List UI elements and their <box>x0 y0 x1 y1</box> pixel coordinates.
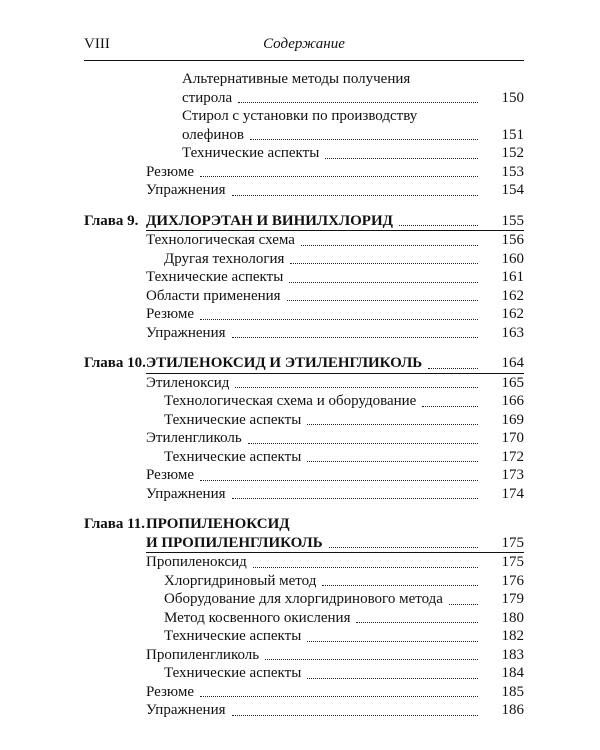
toc-entry-title: Стирол с установки по производству <box>182 107 421 126</box>
page-ref: 164 <box>484 354 524 373</box>
page-ref: 176 <box>484 572 524 591</box>
dot-leader <box>250 139 478 140</box>
dot-leader <box>253 567 478 568</box>
page-header <box>84 34 524 61</box>
chapter-title-line <box>84 515 524 534</box>
toc-entry-line <box>84 466 524 485</box>
toc-entry <box>84 287 524 306</box>
toc-entry-line <box>84 163 524 182</box>
toc-entry-line <box>84 485 524 504</box>
toc-entry <box>84 324 524 343</box>
dot-leader <box>307 461 478 462</box>
dot-leader <box>307 678 478 679</box>
dot-leader <box>200 319 478 320</box>
toc-block <box>84 70 524 200</box>
toc-entry <box>84 268 524 287</box>
toc-entry-line <box>84 683 524 702</box>
dot-leader <box>238 102 478 103</box>
dot-leader <box>265 659 478 660</box>
chapter-title-line <box>84 534 524 553</box>
toc-entry-line <box>84 664 524 683</box>
page-ref: 185 <box>484 683 524 702</box>
toc-entry-line <box>84 572 524 591</box>
toc-entry <box>84 609 524 628</box>
toc-entry-line <box>84 324 524 343</box>
dot-leader <box>290 263 478 264</box>
toc-entry-title: Пропиленгликоль <box>146 646 263 665</box>
toc-entry <box>84 553 524 572</box>
page-ref: 184 <box>484 664 524 683</box>
toc-entry-title: Технологическая схема <box>146 231 299 250</box>
toc-entry-title: Оборудование для хлоргидринового метода <box>164 590 447 609</box>
page-ref: 182 <box>484 627 524 646</box>
toc-entry-title: Технические аспекты <box>164 627 305 646</box>
toc-entry <box>84 448 524 467</box>
page-ref: 151 <box>484 126 524 145</box>
chapter-title: ПРОПИЛЕНОКСИД <box>146 515 294 534</box>
dot-leader <box>356 622 478 623</box>
page-ref: 170 <box>484 429 524 448</box>
toc-entry-title: Технические аспекты <box>164 411 305 430</box>
page-ref: 160 <box>484 250 524 269</box>
toc-entry-title: Технические аспекты <box>146 268 287 287</box>
toc-entry-line <box>84 70 524 89</box>
dot-leader <box>248 443 478 444</box>
toc-entry-title: Резюме <box>146 683 198 702</box>
toc-entry-title: Упражнения <box>146 485 230 504</box>
page-number: VIII <box>84 36 110 52</box>
toc-entry-title: Упражнения <box>146 701 230 720</box>
dot-leader <box>399 225 478 226</box>
toc-entry-title: Резюме <box>146 163 198 182</box>
toc-block <box>84 515 524 720</box>
dot-leader <box>287 300 478 301</box>
page-ref: 175 <box>484 553 524 572</box>
toc-entry-line <box>84 89 524 108</box>
page-ref: 172 <box>484 448 524 467</box>
toc-entry <box>84 70 524 107</box>
page-ref: 163 <box>484 324 524 343</box>
chapter-title: ЭТИЛЕНОКСИД И ЭТИЛЕНГЛИКОЛЬ <box>146 354 426 373</box>
dot-leader <box>232 195 479 196</box>
toc-entry <box>84 107 524 144</box>
toc-entry-line <box>84 448 524 467</box>
toc-entry-line <box>84 126 524 145</box>
toc-entry-title: Технические аспекты <box>182 144 323 163</box>
toc-block <box>84 212 524 343</box>
page-ref: 150 <box>484 89 524 108</box>
chapter-label: Глава 10. <box>84 355 146 371</box>
toc-entry-title: олефинов <box>182 126 248 145</box>
page-ref: 161 <box>484 268 524 287</box>
page-ref: 162 <box>484 305 524 324</box>
toc-entry <box>84 144 524 163</box>
dot-leader <box>200 480 478 481</box>
dot-leader <box>428 368 478 369</box>
toc-entry-title: Метод косвенного окисления <box>164 609 354 628</box>
toc-entry-title: Резюме <box>146 466 198 485</box>
toc-entry <box>84 701 524 720</box>
page-ref: 165 <box>484 374 524 393</box>
toc-entry-line <box>84 646 524 665</box>
toc-entry-title: стирола <box>182 89 236 108</box>
toc-entry-line <box>84 701 524 720</box>
toc-entry-title: Области применения <box>146 287 285 306</box>
toc-entry <box>84 411 524 430</box>
toc-entry <box>84 392 524 411</box>
toc-entry <box>84 250 524 269</box>
dot-leader <box>329 547 478 548</box>
dot-leader <box>235 387 478 388</box>
toc-entry <box>84 466 524 485</box>
dot-leader <box>301 245 478 246</box>
toc-entry-title: Пропиленоксид <box>146 553 251 572</box>
toc-entry-line <box>84 429 524 448</box>
table-of-contents <box>84 70 524 720</box>
dot-leader <box>200 696 478 697</box>
toc-entry-title: Этиленгликоль <box>146 429 246 448</box>
dot-leader <box>232 715 479 716</box>
header-title: Содержание <box>263 36 345 52</box>
toc-entry <box>84 231 524 250</box>
dot-leader <box>325 158 478 159</box>
page-ref: 173 <box>484 466 524 485</box>
dot-leader <box>232 498 479 499</box>
toc-entry <box>84 429 524 448</box>
page-ref: 175 <box>484 534 524 553</box>
chapter-title-line <box>84 354 524 373</box>
toc-entry-line <box>84 181 524 200</box>
dot-leader <box>232 337 479 338</box>
dot-leader <box>422 406 478 407</box>
toc-entry-title: Упражнения <box>146 181 230 200</box>
toc-entry-line <box>84 392 524 411</box>
dot-leader <box>322 585 478 586</box>
chapter-label: Глава 9. <box>84 212 139 229</box>
page-ref: 153 <box>484 163 524 182</box>
toc-entry <box>84 683 524 702</box>
toc-entry-title: Хлоргидриновый метод <box>164 572 320 591</box>
toc-entry-line <box>84 609 524 628</box>
toc-entry <box>84 374 524 393</box>
chapter-title-line <box>84 212 524 231</box>
page-ref: 179 <box>484 590 524 609</box>
page-ref: 169 <box>484 411 524 430</box>
toc-entry-line <box>84 287 524 306</box>
chapter-label: Глава 11. <box>84 516 146 532</box>
page-ref: 174 <box>484 485 524 504</box>
toc-entry-line <box>84 590 524 609</box>
dot-leader <box>200 176 478 177</box>
toc-entry-title: Другая технология <box>164 250 288 269</box>
toc-entry <box>84 590 524 609</box>
page-ref: 155 <box>484 212 524 231</box>
toc-entry <box>84 305 524 324</box>
toc-entry <box>84 627 524 646</box>
toc-entry-line <box>84 268 524 287</box>
dot-leader <box>307 424 478 425</box>
page-ref: 180 <box>484 609 524 628</box>
toc-entry-title: Упражнения <box>146 324 230 343</box>
page-ref: 162 <box>484 287 524 306</box>
toc-entry-line <box>84 250 524 269</box>
toc-entry-title: Резюме <box>146 305 198 324</box>
toc-entry <box>84 181 524 200</box>
toc-entry <box>84 163 524 182</box>
toc-entry-title: Этиленоксид <box>146 374 233 393</box>
toc-entry-title: Альтернативные методы получения <box>182 70 414 89</box>
page-ref: 183 <box>484 646 524 665</box>
toc-entry-title: Технические аспекты <box>164 448 305 467</box>
toc-entry-title: Технологическая схема и оборудование <box>164 392 420 411</box>
chapter-title: ДИХЛОРЭТАН И ВИНИЛХЛОРИД <box>146 212 397 231</box>
toc-entry <box>84 664 524 683</box>
dot-leader <box>307 641 478 642</box>
toc-entry-line <box>84 231 524 250</box>
page-ref: 166 <box>484 392 524 411</box>
toc-entry-line <box>84 553 524 572</box>
toc-entry-line <box>84 374 524 393</box>
toc-entry-line <box>84 144 524 163</box>
toc-block <box>84 354 524 503</box>
chapter-title: И ПРОПИЛЕНГЛИКОЛЬ <box>146 534 327 553</box>
page-ref: 186 <box>484 701 524 720</box>
toc-entry-line <box>84 305 524 324</box>
toc-entry-title: Технические аспекты <box>164 664 305 683</box>
toc-entry <box>84 572 524 591</box>
dot-leader <box>289 282 478 283</box>
toc-entry-line <box>84 627 524 646</box>
page-ref: 152 <box>484 144 524 163</box>
dot-leader <box>449 604 478 605</box>
toc-entry <box>84 646 524 665</box>
page-ref: 154 <box>484 181 524 200</box>
toc-entry <box>84 485 524 504</box>
toc-entry-line <box>84 411 524 430</box>
page-ref: 156 <box>484 231 524 250</box>
toc-entry-line <box>84 107 524 126</box>
